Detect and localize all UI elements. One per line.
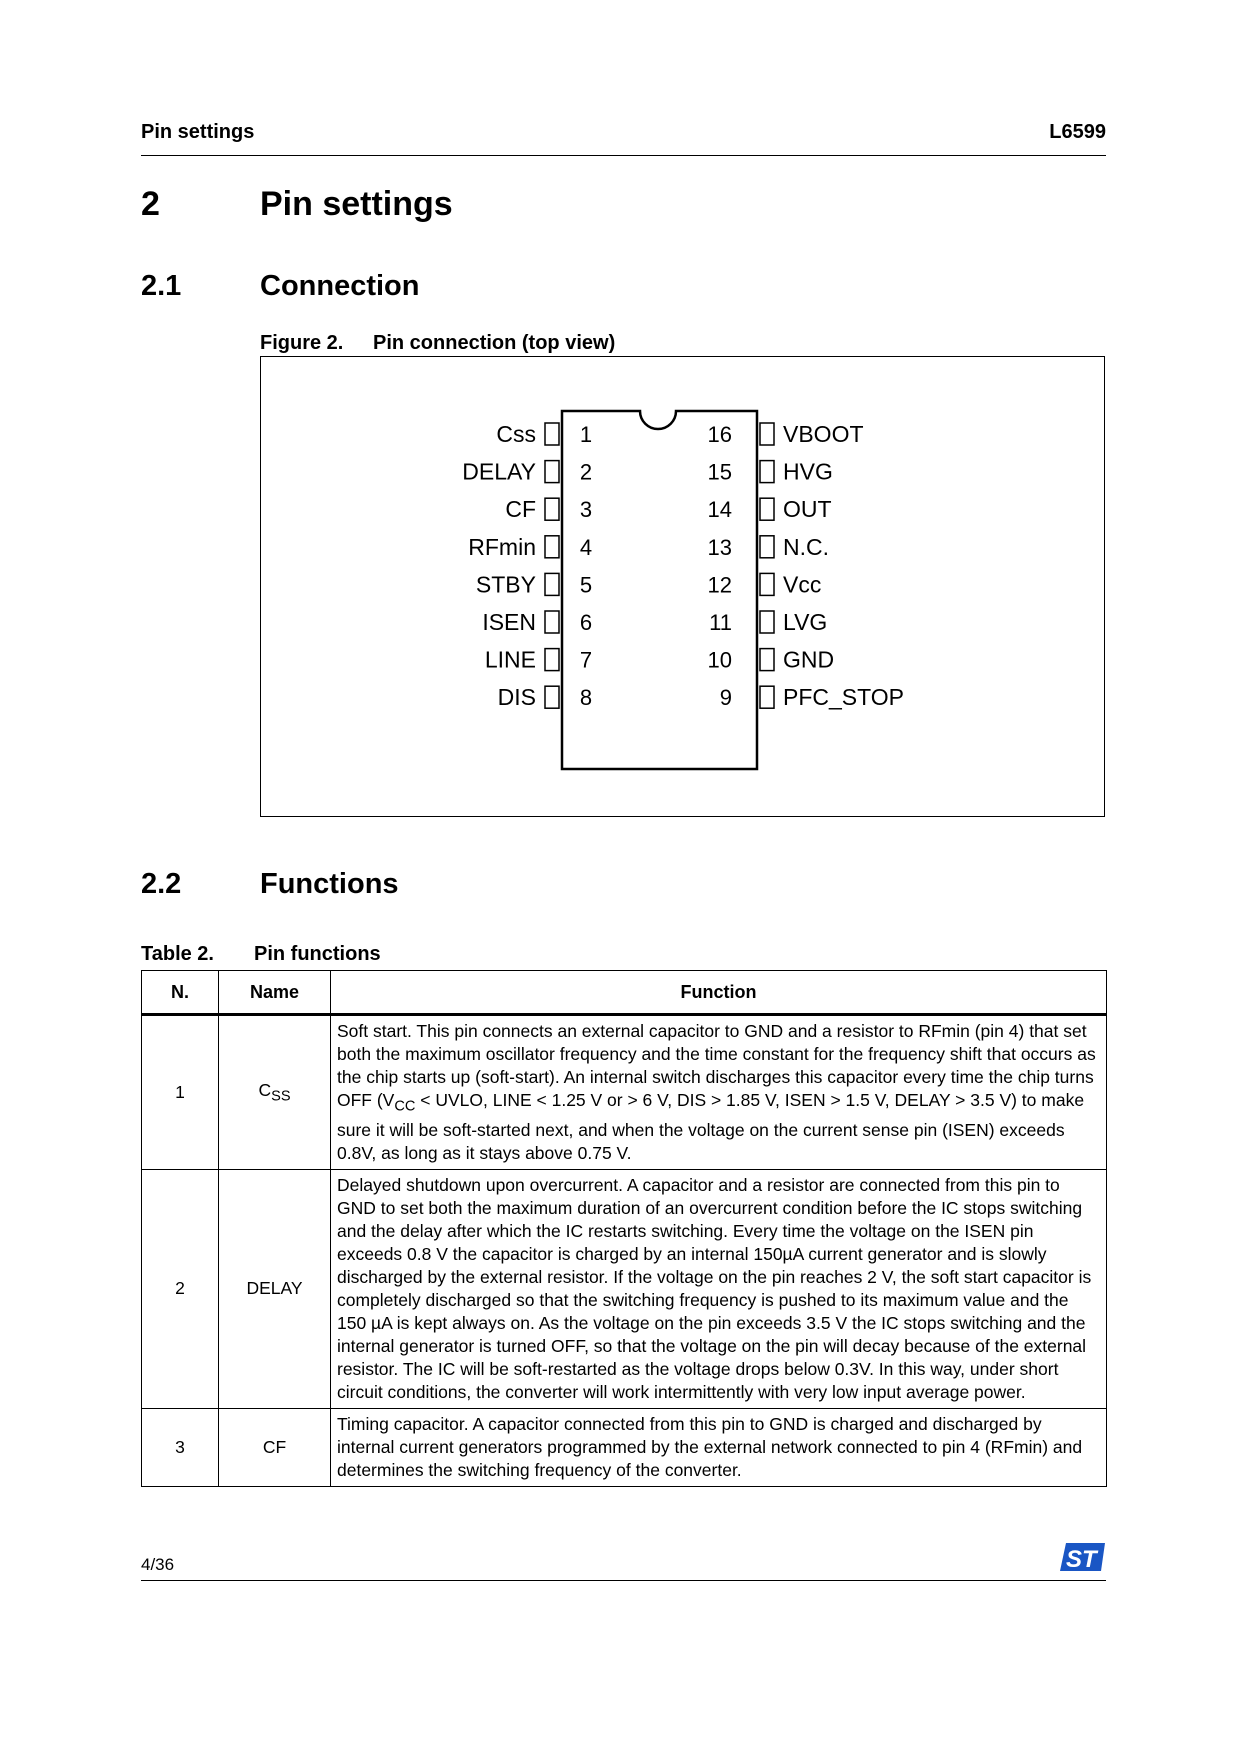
pin-stub-right (760, 498, 774, 520)
pin-stub-right (760, 423, 774, 445)
pin-name-left: LINE (484, 646, 536, 673)
pin-name-left: Css (496, 421, 536, 447)
row-num: 3 (142, 1408, 219, 1486)
pin-number-left: 5 (579, 572, 593, 598)
pin-name-right: VBOOT (783, 421, 864, 447)
pin-number-right: 15 (707, 459, 732, 485)
figure-label: Figure 2. (260, 332, 344, 354)
pin-functions-table (141, 970, 1107, 1487)
header-function: Function (331, 971, 1107, 1015)
row-name (219, 1015, 331, 1170)
pins-layer (462, 421, 904, 710)
pin-name-left: DELAY (462, 458, 536, 485)
header-rule (141, 155, 1106, 156)
pin-stub-left (545, 461, 559, 483)
pin-stub-right (760, 649, 774, 671)
pin-name-right: PFC_STOP (783, 684, 904, 711)
table-row (142, 1169, 1107, 1408)
pin-number-left: 4 (579, 534, 593, 560)
st-logo-icon (1056, 1541, 1106, 1573)
pin-stub-left (545, 649, 559, 671)
pin-diagram (260, 356, 1105, 817)
page-number: 4/36 (141, 1555, 175, 1574)
pin-stub-right (760, 573, 774, 595)
row-function: Delayed shutdown upon overcurrent. A capacitor and a resistor are connected from this pin to GND to set both the maximum duration of an overcurrent condition before the IC stops switching and the delay after which the IC restarts switching. Every time the voltage on the ISEN pin exceeds 0.8 V the capacitor is charged by an internal 150µA current generator and is slowly discharged by the external resistor. If the voltage on the pin reaches 2 V, the soft start capacitor is completely discharged so that the switching frequency is pushed to its maximum value and the 150 µA is kept always on. As the voltage on the pin exceeds 3.5 V the IC stops switching and the internal generator is turned OFF, so that the voltage on the pin will decay because of the external resistor. The IC will be soft-restarted as the voltage drops below 0.3V. In this way, under short circuit conditions, the converter will work intermittently with very low input average power. (331, 1169, 1107, 1408)
pin-name-left: RFmin (468, 533, 536, 560)
logo-lettering: ST (1066, 1546, 1097, 1573)
table-title: Pin functions (254, 943, 381, 965)
pin-name-left: DIS (497, 684, 536, 711)
chapter-number: 2 (141, 185, 160, 223)
pin-name-right: OUT (783, 496, 832, 523)
pin-stub-left (545, 498, 559, 520)
pin-number-right: 16 (707, 422, 732, 447)
pin-number-left: 6 (579, 610, 593, 635)
pin-stub-left (545, 573, 559, 595)
table-label: Table 2. (141, 943, 214, 965)
pin-stub-right (760, 611, 774, 633)
pin-stub-right (760, 461, 774, 483)
section-number-functions: 2.2 (141, 868, 182, 900)
row-num: 1 (142, 1015, 219, 1170)
running-header-section: Pin settings (141, 121, 255, 143)
header-num: N. (142, 971, 219, 1015)
pin-stub-left (545, 423, 559, 445)
pin-stub-right (760, 686, 774, 708)
pin-name-right: N.C. (783, 533, 829, 560)
row-name-main: C (258, 1080, 272, 1100)
row-num: 2 (142, 1169, 219, 1408)
pin-name-right: Vcc (783, 571, 822, 598)
pin-number-left: 7 (579, 647, 593, 673)
pin-number-right: 9 (719, 685, 732, 711)
pin-stub-left (545, 611, 559, 633)
table-header-row (142, 971, 1107, 1015)
pin-number-left: 8 (579, 685, 593, 711)
section-title-connection: Connection (260, 270, 420, 302)
function-text-b: < UVLO, LINE < 1.25 V or > 6 V, DIS > 1.85 V, ISEN > 1.5 V, DELAY > 3.5 V) to make sure it will be soft-started next, and when the voltage on the current sense pin (ISEN) exceeds 0.8V, as long as it stays above 0.75 V. (337, 1090, 1085, 1163)
section-number-connection: 2.1 (141, 270, 182, 302)
pin-number-left: 1 (579, 422, 593, 447)
chapter-title: Pin settings (260, 185, 453, 223)
pin-number-right: 14 (707, 497, 732, 523)
pin-name-left: CF (505, 496, 536, 523)
pin-stub-left (545, 536, 559, 558)
pin-stub-left (545, 686, 559, 708)
pin-name-right: HVG (783, 458, 833, 485)
row-name-subscript: SS (271, 1088, 291, 1105)
pin-number-right: 11 (709, 610, 732, 635)
row-function: Timing capacitor. A capacitor connected from this pin to GND is charged and discharged by internal current generators programmed by the external network connected to pin 4 (RFmin) and determines the switching frequency of the converter. (331, 1408, 1107, 1486)
footer-rule (141, 1580, 1106, 1581)
function-text-a: Soft start. This pin connects an external capacitor to GND and a resistor to RFmin (pin 4) that set both the maximum oscillator frequency and the time constant for the frequency shift that occurs as the chip starts up (soft-start). An internal switch discharges this capacitor every time the chip turns OFF (V (337, 1021, 1096, 1110)
figure-title: Pin connection (top view) (373, 332, 616, 354)
running-header-doc-id: L6599 (1049, 121, 1106, 143)
pin-stub-right (760, 536, 774, 558)
pin-number-left: 2 (579, 459, 593, 485)
pin-name-left: STBY (475, 571, 536, 598)
row-name: DELAY (219, 1169, 331, 1408)
row-function (331, 1015, 1107, 1170)
pin-number-right: 12 (707, 572, 732, 598)
header-name: Name (219, 971, 331, 1015)
row-name: CF (219, 1408, 331, 1486)
table-row (142, 1408, 1107, 1486)
pin-name-right: GND (783, 646, 835, 673)
pin-name-left: ISEN (482, 609, 536, 635)
pin-number-right: 10 (707, 647, 732, 673)
function-subscript: CC (394, 1098, 416, 1115)
pin-number-right: 13 (707, 534, 732, 560)
section-title-functions: Functions (260, 868, 399, 900)
table-row (142, 1015, 1107, 1170)
pin-number-left: 3 (579, 497, 593, 523)
pin-name-right: LVG (783, 609, 828, 635)
